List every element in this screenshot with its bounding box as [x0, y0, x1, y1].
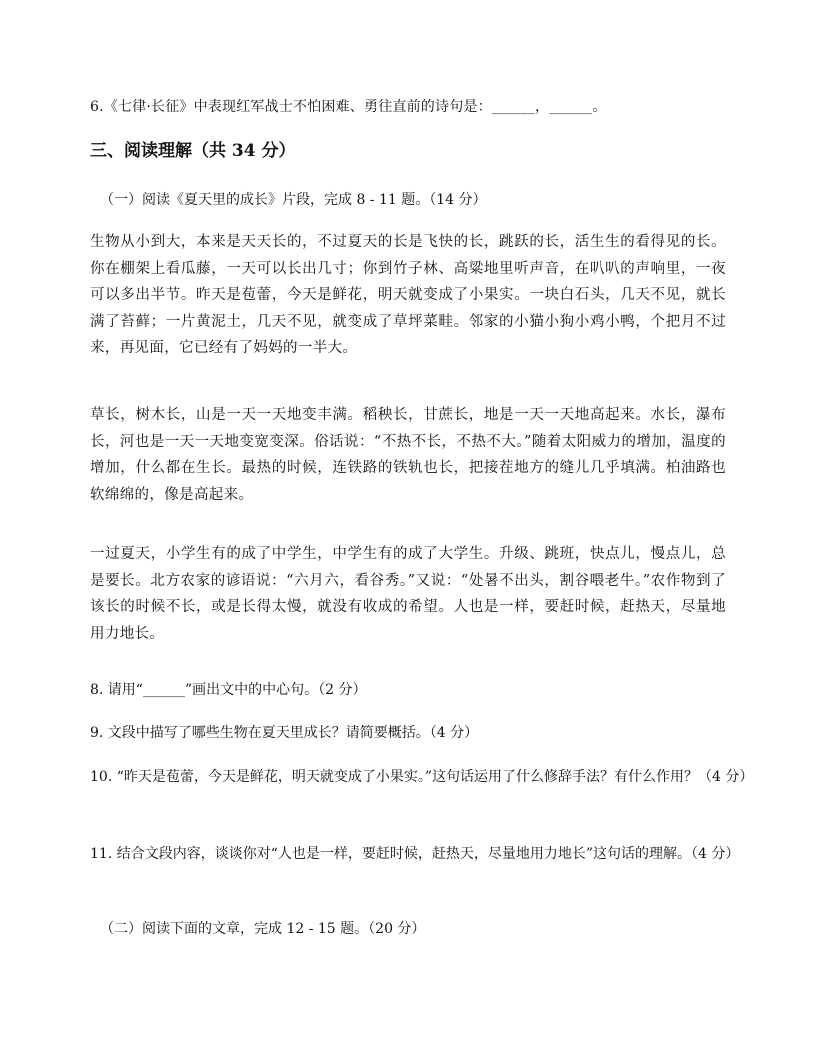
question-11: 11. 结合文段内容，谈谈你对“人也是一样，要赶时候，赶热天，尽量地用力地长”这句话的理解。（4 分）: [90, 846, 740, 862]
question-10: 10. “昨天是苞蕾，今天是鲜花，明天就变成了小果实。”这句话运用了什么修辞手法？有什么作用？（4 分）: [90, 769, 754, 785]
part2-intro: （二）阅读下面的文章，完成 12 - 15 题。（20 分）: [100, 921, 426, 937]
question-9: 9. 文段中描写了哪些生物在夏天里成长？请简要概括。（4 分）: [90, 725, 479, 741]
passage-paragraph-2: 草长，树木长，山是一天一天地变丰满。稻秧长，甘蔗长，地是一天一天地高起来。水长，瀑布长，河也是一天一天地变宽变深。俗话说：“不热不长，不热不大。”随着太阳威力的增加，温度的增加，什么都在生长。最热的时候，连铁路的铁轨也长，把接茬地方的缝儿几乎填满。柏油路也软绵绵的，像是高起来。: [90, 407, 726, 503]
passage-paragraph-3: 一过夏天，小学生有的成了中学生，中学生有的成了大学生。升级、跳班，快点儿，慢点儿，总是要长。北方农家的谚语说：“六月六，看谷秀。”又说：“处暑不出头，割谷喂老牛。”农作物到了该长的时候不长，或是长得太慢，就没有收成的希望。人也是一样，要赶时候，赶热天，尽量地用力地长。: [90, 546, 726, 642]
question-6: 6.《七律·长征》中表现红军战士不怕困难、勇往直前的诗句是：______，______。: [90, 99, 607, 115]
question-8: 8. 请用“______”画出文中的中心句。（2 分）: [90, 682, 367, 698]
passage-paragraph-1: 生物从小到大，本来是天天长的，不过夏天的长是飞快的长，跳跃的长，活生生的看得见的长。你在棚架上看瓜藤，一天可以长出几寸；你到竹子林、高粱地里听声音，在叭叭的声响里，一夜可以多出半节。昨天是苞蕾，今天是鲜花，明天就变成了小果实。一块白石头，几天不见，就长满了苔藓；一片黄泥土，几天不见，就变成了草坪菜畦。邻家的小猫小狗小鸡小鸭，个把月不过来，再见面，它已经有了妈妈的一半大。: [90, 234, 726, 356]
part1-intro: （一）阅读《夏天里的成长》片段，完成 8 - 11 题。（14 分）: [100, 192, 487, 208]
section-heading-reading: 三、阅读理解（共 34 分）: [90, 141, 296, 161]
